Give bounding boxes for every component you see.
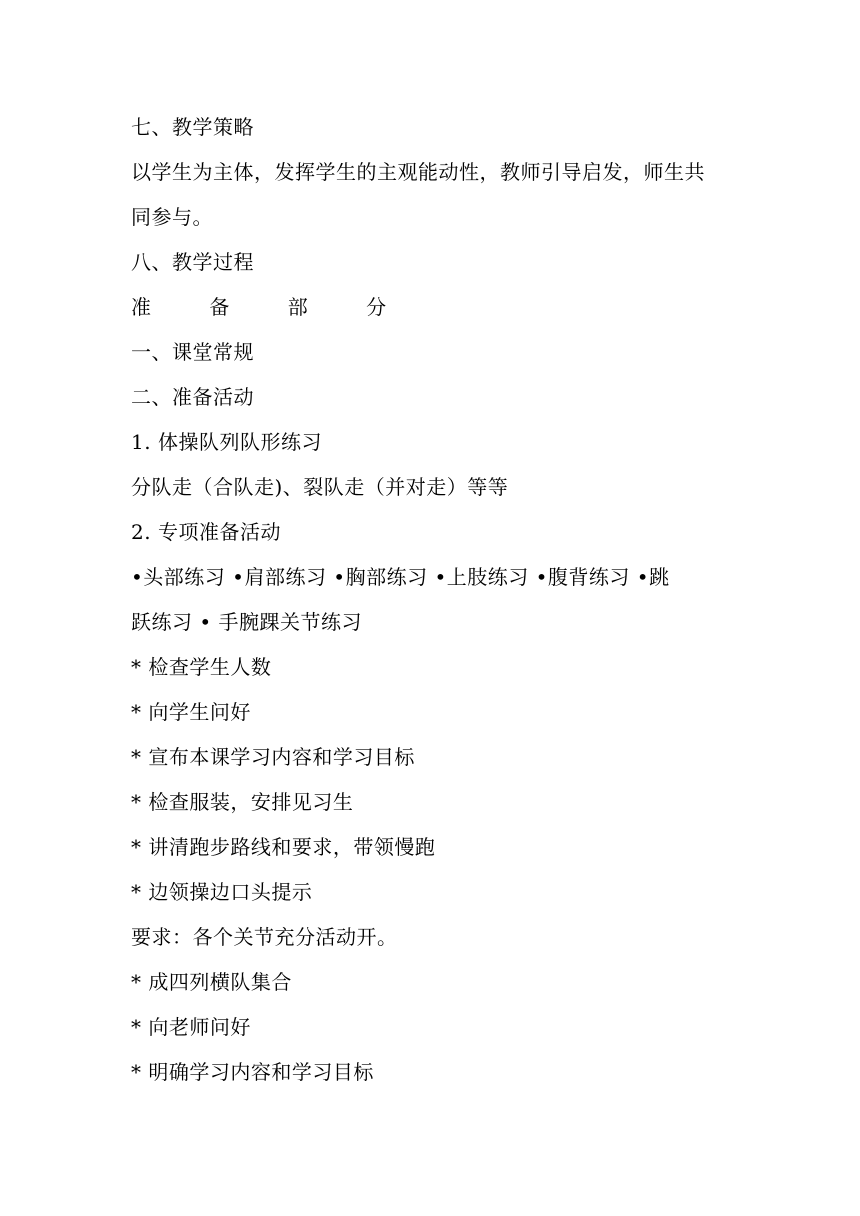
task-item: * 向学生问好 — [131, 700, 251, 724]
paragraph-line: 分队走（合队走)、裂队走（并对走）等等 — [131, 475, 509, 499]
task-item: * 向老师问好 — [131, 1015, 251, 1039]
requirement-line: 要求：各个关节充分活动开。 — [131, 925, 398, 949]
bullet-list-line: 跃练习 • 手腕踝关节练习 — [131, 610, 363, 634]
paragraph-line: 同参与。 — [131, 205, 213, 229]
task-item: * 宣布本课学习内容和学习目标 — [131, 745, 415, 769]
section-heading-teaching-strategy: 七、教学策略 — [131, 115, 254, 139]
numbered-item: 2. 专项准备活动 — [131, 520, 281, 544]
paragraph-line: 以学生为主体，发挥学生的主观能动性，教师引导启发，师生共 — [131, 160, 705, 184]
numbered-item: 1. 体操队列队形练习 — [131, 430, 322, 454]
list-heading: 一、课堂常规 — [131, 340, 254, 364]
task-item: * 成四列横队集合 — [131, 970, 292, 994]
task-item: * 明确学习内容和学习目标 — [131, 1060, 374, 1084]
section-heading-teaching-process: 八、教学过程 — [131, 250, 254, 274]
task-item: * 边领操边口头提示 — [131, 880, 313, 904]
task-item: * 检查服装，安排见习生 — [131, 790, 354, 814]
subsection-heading-preparation: 准 备 部 分 — [131, 295, 413, 319]
bullet-list-line: •头部练习 •肩部练习 •胸部练习 •上肢练习 •腹背练习 •跳 — [131, 565, 670, 589]
task-item: * 讲清跑步路线和要求，带领慢跑 — [131, 835, 436, 859]
list-heading: 二、准备活动 — [131, 385, 254, 409]
task-item: * 检查学生人数 — [131, 655, 272, 679]
